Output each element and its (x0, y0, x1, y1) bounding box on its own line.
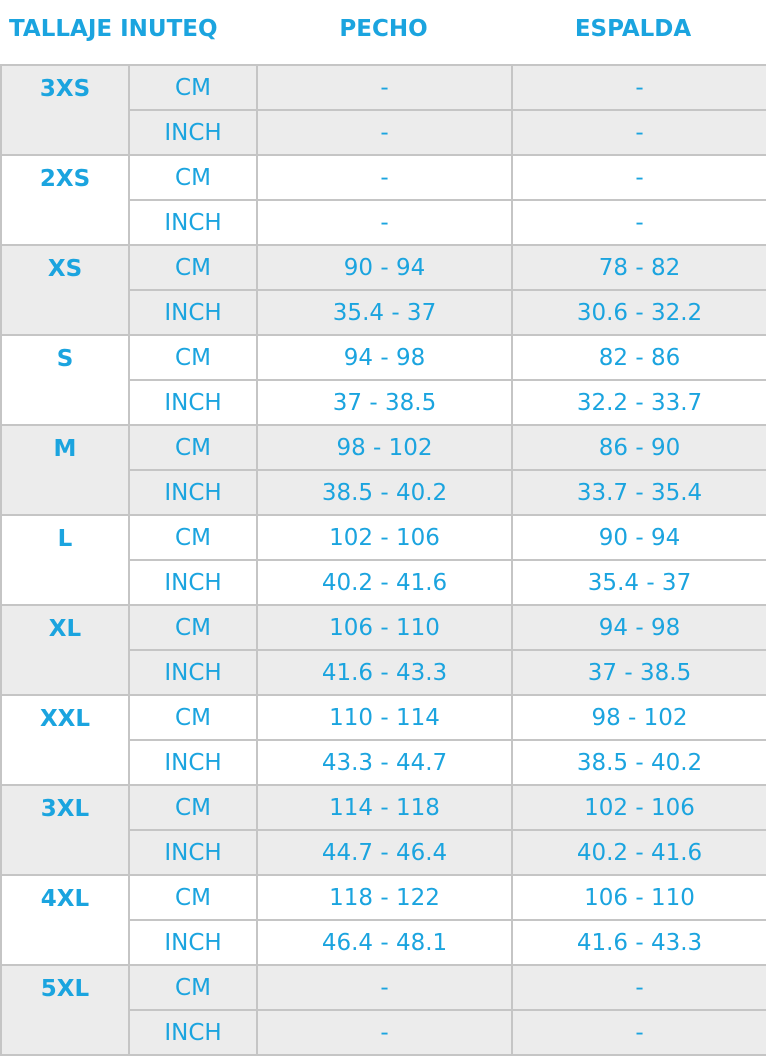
unit-label: CM (129, 605, 257, 650)
table-row (1, 875, 766, 920)
back-value: 98 - 102 (512, 695, 766, 740)
chart-title: TALLAJE INUTEQ (9, 16, 218, 42)
unit-label: CM (129, 245, 257, 290)
size-label: 3XL (1, 785, 129, 875)
table-row (1, 65, 766, 110)
unit-label: CM (129, 965, 257, 1010)
size-label: 2XS (1, 155, 129, 245)
back-value: 94 - 98 (512, 605, 766, 650)
chest-value: - (257, 200, 512, 245)
unit-label: CM (129, 695, 257, 740)
size-label: 3XS (1, 65, 129, 155)
unit-label: INCH (129, 1010, 257, 1055)
table-row (1, 605, 766, 650)
chest-value: 43.3 - 44.7 (257, 740, 512, 785)
unit-label: INCH (129, 560, 257, 605)
back-value: 35.4 - 37 (512, 560, 766, 605)
chest-value: 38.5 - 40.2 (257, 470, 512, 515)
column-header-chest: PECHO (339, 16, 428, 42)
back-value: 78 - 82 (512, 245, 766, 290)
size-table (0, 64, 766, 1056)
table-row (1, 695, 766, 740)
chest-value: 37 - 38.5 (257, 380, 512, 425)
back-value: 86 - 90 (512, 425, 766, 470)
back-value: - (512, 965, 766, 1010)
unit-label: INCH (129, 920, 257, 965)
back-value: 40.2 - 41.6 (512, 830, 766, 875)
unit-label: CM (129, 425, 257, 470)
chest-value: 94 - 98 (257, 335, 512, 380)
table-row (1, 425, 766, 470)
chest-value: 110 - 114 (257, 695, 512, 740)
back-value: 30.6 - 32.2 (512, 290, 766, 335)
column-header-back: ESPALDA (574, 16, 692, 42)
back-value: 33.7 - 35.4 (512, 470, 766, 515)
unit-label: INCH (129, 740, 257, 785)
back-value: - (512, 155, 766, 200)
size-label: 5XL (1, 965, 129, 1055)
back-value: 37 - 38.5 (512, 650, 766, 695)
back-value: 106 - 110 (512, 875, 766, 920)
size-label: 4XL (1, 875, 129, 965)
back-value: 32.2 - 33.7 (512, 380, 766, 425)
back-value: - (512, 65, 766, 110)
unit-label: CM (129, 155, 257, 200)
unit-label: INCH (129, 200, 257, 245)
size-table-body (1, 65, 766, 1055)
unit-label: INCH (129, 470, 257, 515)
table-row (1, 515, 766, 560)
size-label: S (1, 335, 129, 425)
chest-value: 40.2 - 41.6 (257, 560, 512, 605)
back-value: 90 - 94 (512, 515, 766, 560)
chest-value: 102 - 106 (257, 515, 512, 560)
chest-value: - (257, 110, 512, 155)
chest-value: - (257, 1010, 512, 1055)
table-row (1, 785, 766, 830)
chest-value: 44.7 - 46.4 (257, 830, 512, 875)
table-row (1, 245, 766, 290)
back-value: - (512, 200, 766, 245)
chest-value: 41.6 - 43.3 (257, 650, 512, 695)
unit-label: INCH (129, 110, 257, 155)
unit-label: INCH (129, 290, 257, 335)
size-label: XL (1, 605, 129, 695)
chest-value: 35.4 - 37 (257, 290, 512, 335)
unit-label: INCH (129, 650, 257, 695)
chest-value: 118 - 122 (257, 875, 512, 920)
back-value: - (512, 110, 766, 155)
back-value: 41.6 - 43.3 (512, 920, 766, 965)
chest-value: - (257, 155, 512, 200)
unit-label: CM (129, 335, 257, 380)
back-value: 82 - 86 (512, 335, 766, 380)
chest-value: - (257, 65, 512, 110)
chest-value: 90 - 94 (257, 245, 512, 290)
size-label: XS (1, 245, 129, 335)
back-value: 102 - 106 (512, 785, 766, 830)
back-value: 38.5 - 40.2 (512, 740, 766, 785)
unit-label: CM (129, 875, 257, 920)
unit-label: INCH (129, 380, 257, 425)
table-row (1, 155, 766, 200)
chest-value: 114 - 118 (257, 785, 512, 830)
size-label: M (1, 425, 129, 515)
chest-value: 98 - 102 (257, 425, 512, 470)
unit-label: INCH (129, 830, 257, 875)
unit-label: CM (129, 515, 257, 560)
unit-label: CM (129, 65, 257, 110)
size-label: L (1, 515, 129, 605)
chest-value: - (257, 965, 512, 1010)
chest-value: 46.4 - 48.1 (257, 920, 512, 965)
table-row (1, 335, 766, 380)
unit-label: CM (129, 785, 257, 830)
chest-value: 106 - 110 (257, 605, 512, 650)
size-label: XXL (1, 695, 129, 785)
back-value: - (512, 1010, 766, 1055)
table-header (0, 0, 766, 64)
table-row (1, 965, 766, 1010)
